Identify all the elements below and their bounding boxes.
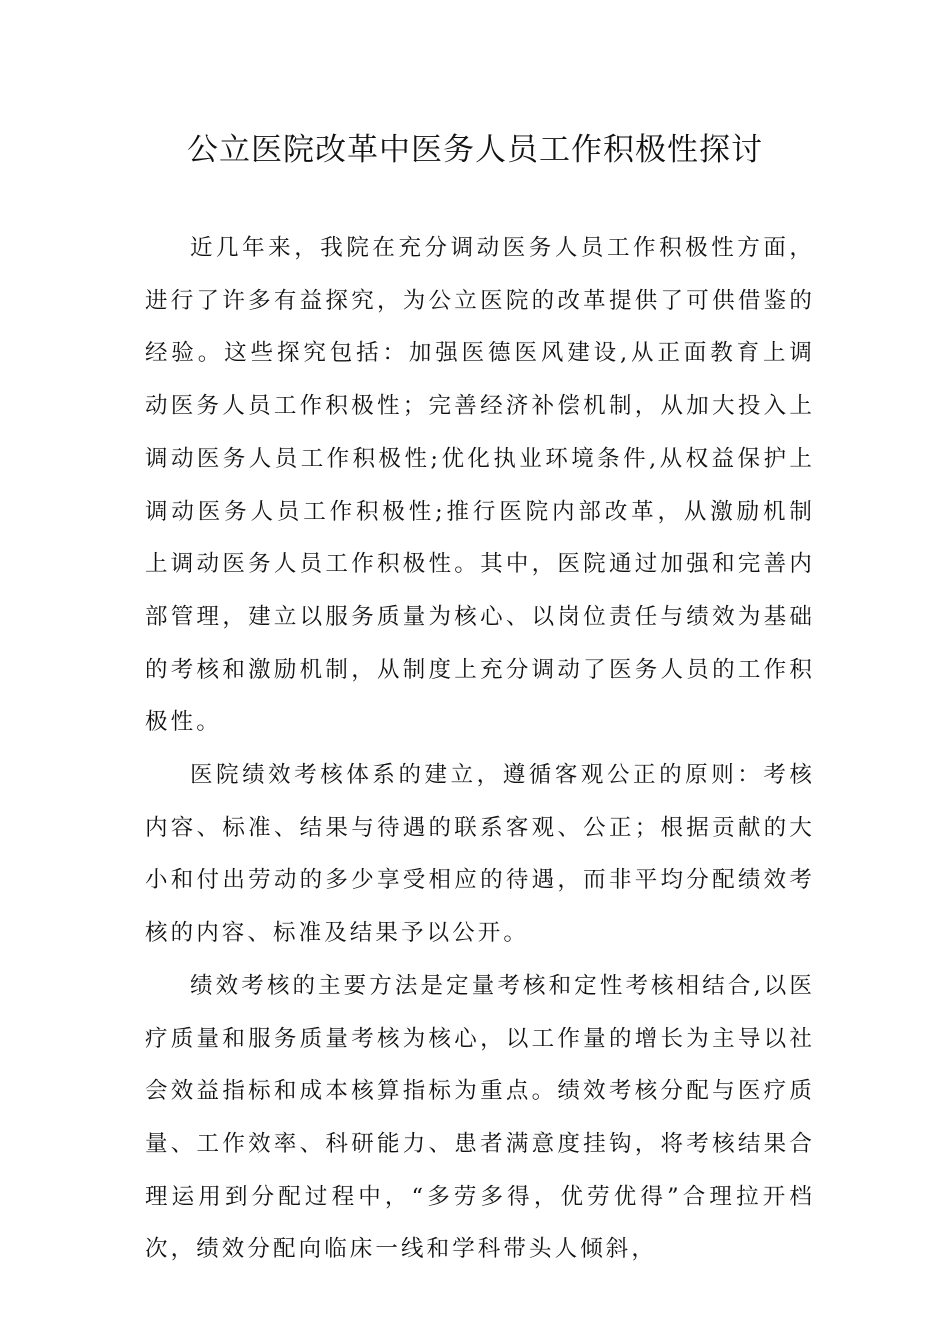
- document-body: [145, 222, 815, 1276]
- paragraph-1: 近几年来，我院在充分调动医务人员工作积极性方面，进行了许多有益探究，为公立医院的改革提供了可供借鉴的经验。这些探究包括：加强医德医风建设,从正面教育上调动医务人员工作积极性；完善经济补偿机制，从加大投入上调动医务人员工作积极性;优化执业环境条件,从权益保护上调动医务人员工作积极性;推行医院内部改革，从激励机制上调动医务人员工作积极性。其中，医院通过加强和完善内部管理，建立以服务质量为核心、以岗位责任与绩效为基础的考核和激励机制，从制度上充分调动了医务人员的工作积极性。: [145, 235, 815, 736]
- paragraph-2: 医院绩效考核体系的建立，遵循客观公正的原则：考核内容、标准、结果与待遇的联系客观、公正；根据贡献的大小和付出劳动的多少享受相应的待遇，而非平均分配绩效考核的内容、标准及结果予以公开。: [145, 762, 815, 947]
- paragraph-3: 绩效考核的主要方法是定量考核和定性考核相结合,以医疗质量和服务质量考核为核心，以工作量的增长为主导以社会效益指标和成本核算指标为重点。绩效考核分配与医疗质量、工作效率、科研能力、患者满意度挂钩，将考核结果合理运用到分配过程中，“多劳多得，优劳优得”合理拉开档次，绩效分配向临床一线和学科带头人倾斜，: [145, 972, 815, 1263]
- document-title: 公立医院改革中医务人员工作积极性探讨: [187, 132, 763, 168]
